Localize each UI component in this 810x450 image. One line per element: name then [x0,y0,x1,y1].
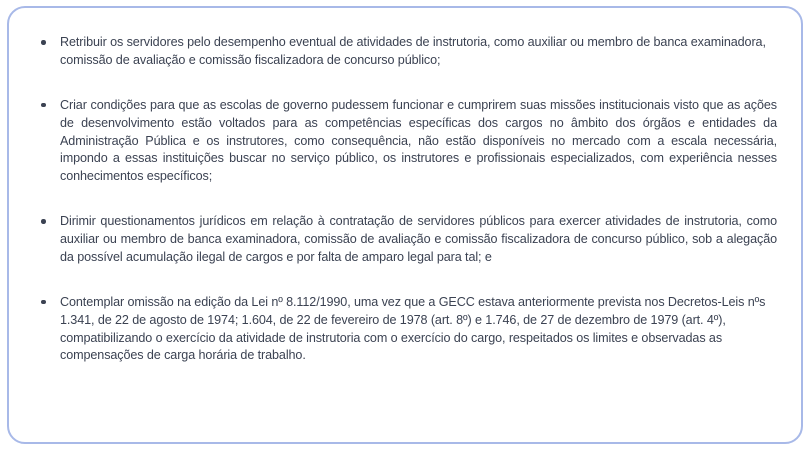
list-item [35,294,777,366]
bullet-text-4: Contemplar omissão na edição da Lei nº 8.112/1990, uma vez que a GECC estava anteriormente prevista nos Decretos-Leis nºs 1.341, de 22 de agosto de 1974; 1.604, de 22 de fevereiro de 1978 (art. 8º) e 1.746, de 27 de dezembro de 1979 (art. 4º), compatibilizando o exercício da atividade de instrutoria com o exercício do cargo, respeitados os limites e observadas as compensações de carga horária de trabalho. [60,294,766,363]
bullet-text-1: Retribuir os servidores pelo desempenho eventual de atividades de instrutoria, como auxiliar ou membro de banca examinadora, comissão de avaliação e comissão fiscalizadora de concurso público; [60,35,766,67]
list-item [35,34,777,70]
bullet-text-3: Dirimir questionamentos jurídicos em relação à contratação de servidores públicos para exercer atividades de instrutoria, como auxiliar ou membro de banca examinadora, comissão de avaliação e comissão fiscalizadora de concurso público, sob a alegação da possível acumulação ilegal de cargos e por falta de amparo legal para tal; e [60,214,777,264]
bullet-list [35,34,777,365]
bullet-list-container [35,34,777,424]
rounded-content-card [7,6,803,444]
bullet-text-2: Criar condições para que as escolas de governo pudessem funcionar e cumprirem suas missões institucionais visto que as ações de desenvolvimento estão voltados para as competências específicas dos cargos no âmbito dos órgãos e entidades da Administração Pública e os instrutores, como consequência, não estão disponíveis no mercado com a escala necessária, impondo a essas instituições buscar no serviço público, os instrutores e profissionais especializados, com experiência nesses conhecimentos específicos; [60,97,777,184]
list-item [35,213,777,267]
list-item [35,97,777,186]
